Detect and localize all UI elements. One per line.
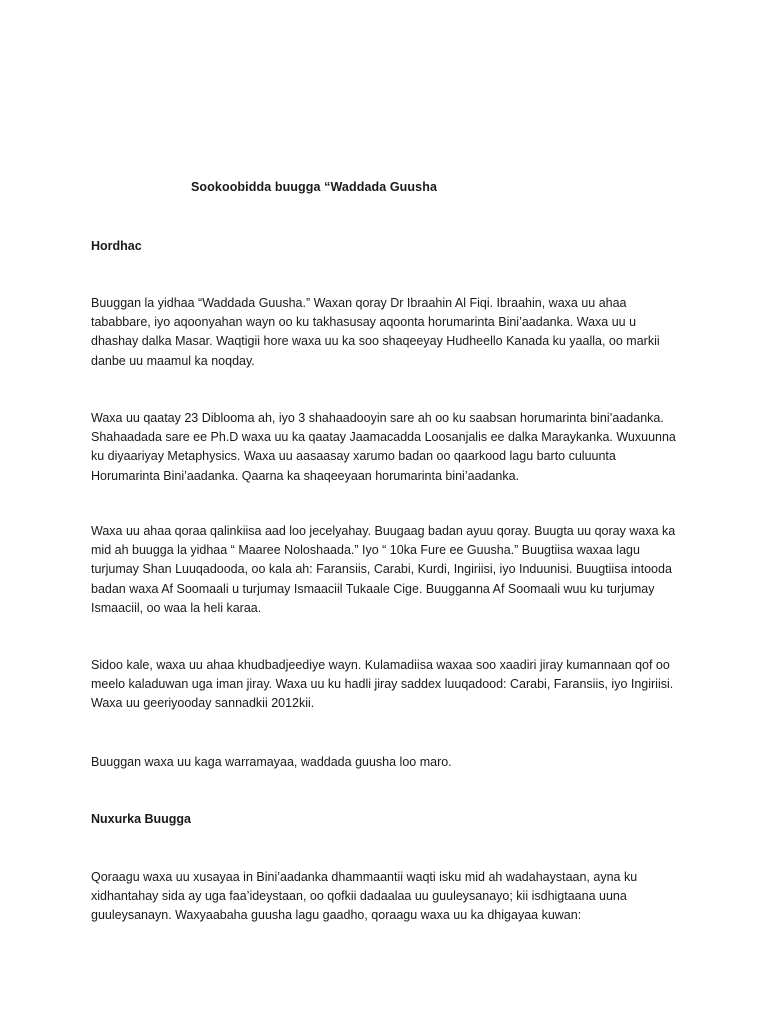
section-heading-hordhac: Hordhac	[91, 239, 142, 253]
text-line: Buuggan la yidhaa “Waddada Guusha.” Waxan qoray Dr Ibraahin Al Fiqi. Ibraahin, waxa uu ahaa	[91, 296, 627, 310]
text-line: Sidoo kale, waxa uu ahaa khudbadjeediye wayn. Kulamadiisa waxaa soo xaadiri jiray kumannaan qof oo	[91, 658, 670, 672]
section-heading-nuxurka: Nuxurka Buugga	[91, 812, 192, 826]
text-line: mid ah buugga la yidhaa “ Maaree Noloshaada.” Iyo “ 10ka Fure ee Guusha.” Buugtiisa waxaa lagu	[91, 543, 640, 558]
document-title: Sookoobidda buugga “Waddada Guusha	[191, 180, 437, 194]
text-line: meelo kaladuwan uga iman jiray. Waxa uu ku hadli jiray saddex luuqadood: Carabi, Faransiis, iyo Ingiriisi.	[91, 677, 674, 692]
text-line: guuleysanayn. Waxyaabaha guusha lagu gaadho, qoraagu waxa uu ka dhigayaa kuwan:	[91, 908, 582, 923]
text-line: Waxa uu geeriyooday sannadkii 2012kii.	[91, 696, 315, 711]
text-line: Shahaadada sare ee Ph.D waxa uu ka qaatay Jaamacadda Loosanjalis ee dalka Maraykanka. Wuxuunna	[91, 430, 676, 445]
text-line: badan waxa Af Soomaali u turjumay Ismaaciil Tukaale Cige. Buugganna Af Soomaali wuu ku turjumay	[91, 581, 655, 596]
text-line: Qoraagu waxa uu xusayaa in Bini’aadanka dhammaantii waqti isku mid ah wadahaystaan, ayna ku	[91, 870, 638, 884]
paragraph-book-summary	[91, 753, 691, 772]
text-line: Waxa uu ahaa qoraa qalinkiisa aad loo jecelyahay. Buugaag badan ayuu qoray. Buugta uu qoray waxa ka	[91, 524, 676, 538]
text-line: Horumarinta Bini’aadanka. Qaarna ka shaqeeyaan horumarinta bini’aadanka.	[91, 468, 520, 483]
paragraph-author-speaker	[91, 656, 691, 714]
text-line: Buuggan waxa uu kaga warramayaa, waddada guusha loo maro.	[91, 755, 452, 769]
paragraph-author-degrees	[91, 409, 691, 486]
text-line: Waxa uu qaatay 23 Diblooma ah, iyo 3 shahaadooyin sare ah oo ku saabsan horumarinta bini’aadanka.	[91, 411, 664, 425]
text-line: danbe uu maamul ka noqday.	[91, 353, 255, 368]
text-line: turjumay Shan Luuqadooda, oo kala ah: Faransiis, Carabi, Kurdi, Ingiriisi, iyo Induunisi. Buugtiisa intooda	[91, 562, 672, 577]
text-line: xidhantahay sida ay uga faa’ideystaan, oo qofkii dadaalaa uu guuleysanayo; kii isdhigtaana uuna	[91, 889, 627, 904]
paragraph-author-intro	[91, 294, 691, 371]
text-line: ku diyaariyay Metaphysics. Waxa uu aasaasay xarumo badan oo qaarkood lagu barto culuunta	[91, 449, 616, 464]
paragraph-author-books	[91, 522, 691, 618]
text-line: dhashay dalka Masar. Waqtigii hore waxa uu ka soo shaqeeyay Hudheello Kanada ku yaalla, oo markii	[91, 334, 660, 349]
text-line: Ismaaciil, oo waa la heli karaa.	[91, 600, 262, 615]
paragraph-book-content	[91, 868, 691, 926]
text-line: tababbare, iyo aqoonyahan wayn oo ku takhasusay aqoonta horumarinta Bini’aadanka. Waxa uu u	[91, 315, 637, 330]
